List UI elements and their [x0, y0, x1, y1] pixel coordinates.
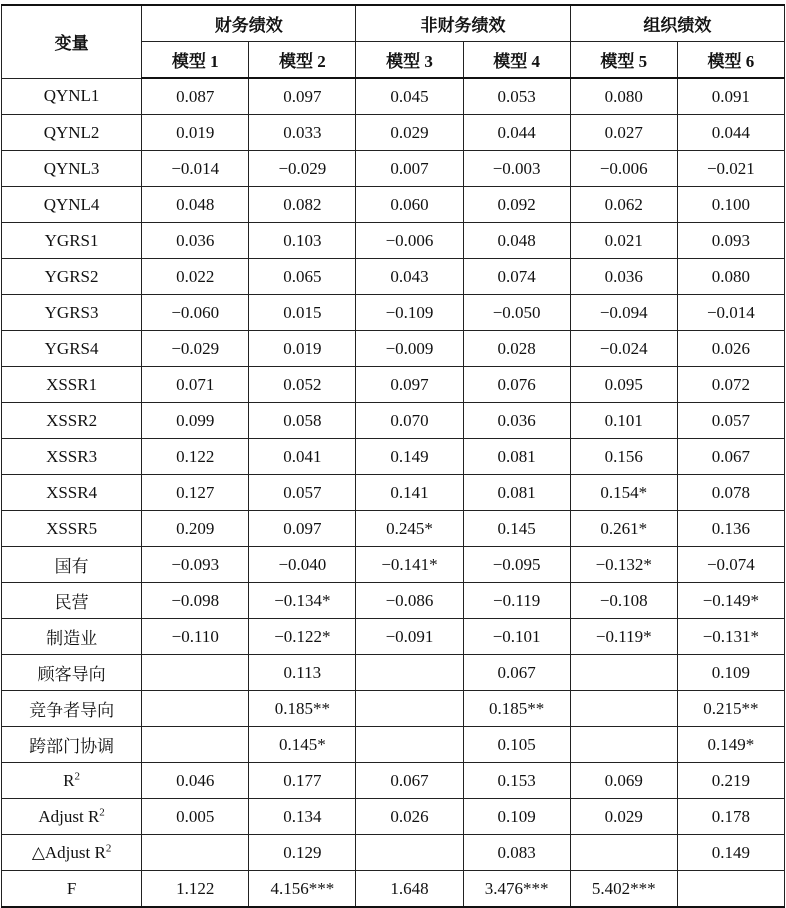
coefficient-cell: 0.097	[249, 78, 356, 115]
coefficient-cell: 4.156***	[249, 871, 356, 908]
coefficient-cell: −0.029	[249, 151, 356, 187]
coefficient-cell: 0.021	[570, 223, 677, 259]
coefficient-cell: 0.129	[249, 835, 356, 871]
coefficient-cell: −0.094	[570, 295, 677, 331]
header-row-groups	[2, 5, 785, 42]
coefficient-cell: 0.029	[356, 115, 463, 151]
coefficient-cell: −0.149*	[677, 583, 784, 619]
table-row	[2, 547, 785, 583]
coefficient-cell: −0.132*	[570, 547, 677, 583]
coefficient-cell: 0.080	[570, 78, 677, 115]
coefficient-cell: 0.007	[356, 151, 463, 187]
coefficient-cell: 0.072	[677, 367, 784, 403]
group-header-financial: 财务绩效	[142, 5, 356, 42]
coefficient-cell: 0.033	[249, 115, 356, 151]
row-label-text: YGRS3	[44, 302, 99, 322]
coefficient-cell: 0.149	[356, 439, 463, 475]
coefficient-cell: −0.024	[570, 331, 677, 367]
coefficient-cell: 0.045	[356, 78, 463, 115]
row-label	[2, 223, 142, 259]
table-row	[2, 439, 785, 475]
coefficient-cell: 0.219	[677, 763, 784, 799]
row-label	[2, 259, 142, 295]
coefficient-cell	[570, 655, 677, 691]
row-label-text: QYNL4	[43, 194, 100, 214]
group-header-nonfinancial: 非财务绩效	[356, 5, 570, 42]
row-label-superscript: 2	[99, 805, 105, 818]
coefficient-cell: 0.048	[463, 223, 570, 259]
row-label-text: QYNL3	[43, 158, 100, 178]
table-row	[2, 187, 785, 223]
coefficient-cell: 0.076	[463, 367, 570, 403]
model-header: 模型 3	[356, 42, 463, 79]
coefficient-cell: 0.067	[677, 439, 784, 475]
model-header: 模型 5	[570, 42, 677, 79]
row-label-text: QYNL2	[43, 122, 100, 142]
coefficient-cell: 0.177	[249, 763, 356, 799]
coefficient-cell: −0.014	[142, 151, 249, 187]
coefficient-cell: −0.119*	[570, 619, 677, 655]
coefficient-cell: 0.026	[677, 331, 784, 367]
coefficient-cell: 0.081	[463, 439, 570, 475]
coefficient-cell: 0.113	[249, 655, 356, 691]
coefficient-cell: 0.069	[570, 763, 677, 799]
coefficient-cell: 0.048	[142, 187, 249, 223]
coefficient-cell: 0.060	[356, 187, 463, 223]
coefficient-cell: 0.149	[677, 835, 784, 871]
coefficient-cell: 0.029	[570, 799, 677, 835]
row-label-text: F	[66, 878, 77, 898]
coefficient-cell	[356, 835, 463, 871]
coefficient-cell: 0.103	[249, 223, 356, 259]
row-label	[2, 151, 142, 187]
coefficient-cell: −0.060	[142, 295, 249, 331]
row-label-text: QYNL1	[43, 86, 100, 106]
coefficient-cell: 0.134	[249, 799, 356, 835]
coefficient-cell: 0.026	[356, 799, 463, 835]
row-label	[2, 835, 142, 871]
coefficient-cell: −0.006	[356, 223, 463, 259]
row-label-text: 制造业	[46, 629, 98, 648]
row-label	[2, 403, 142, 439]
row-label	[2, 331, 142, 367]
row-label	[2, 763, 142, 799]
coefficient-cell	[356, 655, 463, 691]
coefficient-cell: 0.091	[677, 78, 784, 115]
coefficient-cell: 0.092	[463, 187, 570, 223]
coefficient-cell: 0.093	[677, 223, 784, 259]
table-row	[2, 691, 785, 727]
coefficient-cell: 0.022	[142, 259, 249, 295]
coefficient-cell: −0.086	[356, 583, 463, 619]
coefficient-cell: −0.050	[463, 295, 570, 331]
coefficient-cell: 0.078	[677, 475, 784, 511]
coefficient-cell: 0.058	[249, 403, 356, 439]
coefficient-cell: 0.019	[142, 115, 249, 151]
row-label	[2, 583, 142, 619]
coefficient-cell: −0.141*	[356, 547, 463, 583]
coefficient-cell: 0.082	[249, 187, 356, 223]
coefficient-cell: 0.109	[463, 799, 570, 835]
coefficient-cell: 0.070	[356, 403, 463, 439]
row-label	[2, 78, 142, 115]
row-label	[2, 187, 142, 223]
coefficient-cell: 0.036	[570, 259, 677, 295]
coefficient-cell: −0.122*	[249, 619, 356, 655]
row-label	[2, 799, 142, 835]
coefficient-cell: 0.041	[249, 439, 356, 475]
coefficient-cell: −0.040	[249, 547, 356, 583]
group-header-organizational: 组织绩效	[570, 5, 784, 42]
table-row	[2, 655, 785, 691]
table-row	[2, 259, 785, 295]
coefficient-cell: 1.122	[142, 871, 249, 908]
coefficient-cell: 0.156	[570, 439, 677, 475]
model-header: 模型 6	[677, 42, 784, 79]
row-label-text: XSSR5	[46, 518, 98, 538]
coefficient-cell: 0.019	[249, 331, 356, 367]
row-label	[2, 691, 142, 727]
row-label	[2, 871, 142, 908]
row-label	[2, 547, 142, 583]
coefficient-cell: 0.067	[463, 655, 570, 691]
coefficient-cell: 0.053	[463, 78, 570, 115]
coefficient-cell: 0.149*	[677, 727, 784, 763]
coefficient-cell: 0.027	[570, 115, 677, 151]
coefficient-cell: 0.087	[142, 78, 249, 115]
row-label	[2, 619, 142, 655]
row-label-text: 民营	[54, 593, 89, 612]
row-label	[2, 439, 142, 475]
coefficient-cell: −0.074	[677, 547, 784, 583]
model-header: 模型 2	[249, 42, 356, 79]
coefficient-cell: 0.154*	[570, 475, 677, 511]
coefficient-cell: 0.099	[142, 403, 249, 439]
coefficient-cell: 0.245*	[356, 511, 463, 547]
row-label-text: 竞争者导向	[29, 701, 115, 720]
table-row	[2, 871, 785, 908]
coefficient-cell: 0.145	[463, 511, 570, 547]
coefficient-cell: −0.095	[463, 547, 570, 583]
coefficient-cell: 0.067	[356, 763, 463, 799]
row-label-text: XSSR2	[46, 410, 98, 430]
row-label-text: XSSR1	[46, 374, 98, 394]
table-row	[2, 367, 785, 403]
coefficient-cell: 0.122	[142, 439, 249, 475]
variable-column-header: 变量	[2, 5, 142, 78]
table-row	[2, 115, 785, 151]
coefficient-cell	[570, 691, 677, 727]
row-label-text: R	[63, 770, 75, 790]
coefficient-cell: 0.062	[570, 187, 677, 223]
coefficient-cell: 0.136	[677, 511, 784, 547]
row-label	[2, 475, 142, 511]
row-label	[2, 727, 142, 763]
coefficient-cell: 0.052	[249, 367, 356, 403]
row-label	[2, 511, 142, 547]
row-label	[2, 115, 142, 151]
row-label	[2, 655, 142, 691]
coefficient-cell: 0.109	[677, 655, 784, 691]
coefficient-cell: 0.141	[356, 475, 463, 511]
coefficient-cell: 0.097	[356, 367, 463, 403]
coefficient-cell: −0.119	[463, 583, 570, 619]
table-row	[2, 475, 785, 511]
coefficient-cell: 0.178	[677, 799, 784, 835]
coefficient-cell: 0.083	[463, 835, 570, 871]
coefficient-cell: 0.185**	[249, 691, 356, 727]
coefficient-cell	[356, 727, 463, 763]
row-label-superscript: 2	[74, 769, 80, 782]
coefficient-cell: 0.057	[249, 475, 356, 511]
coefficient-cell: 0.044	[677, 115, 784, 151]
row-label-text: XSSR4	[46, 482, 98, 502]
coefficient-cell: −0.101	[463, 619, 570, 655]
model-header: 模型 1	[142, 42, 249, 79]
coefficient-cell: −0.093	[142, 547, 249, 583]
coefficient-cell	[142, 835, 249, 871]
coefficient-cell: 0.127	[142, 475, 249, 511]
coefficient-cell	[142, 727, 249, 763]
coefficient-cell: −0.098	[142, 583, 249, 619]
coefficient-cell: −0.021	[677, 151, 784, 187]
coefficient-cell: 0.101	[570, 403, 677, 439]
row-label-text: Adjust R	[38, 806, 100, 826]
coefficient-cell: −0.108	[570, 583, 677, 619]
table-body	[2, 78, 785, 907]
coefficient-cell: 0.028	[463, 331, 570, 367]
coefficient-cell	[570, 727, 677, 763]
coefficient-cell: 0.097	[249, 511, 356, 547]
row-label-text: 顾客导向	[37, 665, 106, 684]
coefficient-cell	[142, 655, 249, 691]
coefficient-cell	[356, 691, 463, 727]
row-label-text: YGRS1	[44, 230, 99, 250]
table-row	[2, 403, 785, 439]
coefficient-cell: −0.091	[356, 619, 463, 655]
coefficient-cell: 5.402***	[570, 871, 677, 908]
table-row	[2, 763, 785, 799]
table-row	[2, 583, 785, 619]
coefficient-cell: 1.648	[356, 871, 463, 908]
model-header: 模型 4	[463, 42, 570, 79]
table-row	[2, 151, 785, 187]
coefficient-cell: 0.043	[356, 259, 463, 295]
coefficient-cell: 0.081	[463, 475, 570, 511]
coefficient-cell: −0.110	[142, 619, 249, 655]
coefficient-cell: 0.005	[142, 799, 249, 835]
coefficient-cell: 0.261*	[570, 511, 677, 547]
table-row	[2, 511, 785, 547]
coefficient-cell: 0.105	[463, 727, 570, 763]
coefficient-cell: 0.074	[463, 259, 570, 295]
row-label-text: △Adjust R	[31, 842, 106, 862]
coefficient-cell: 0.015	[249, 295, 356, 331]
table-row	[2, 799, 785, 835]
coefficient-cell: 0.065	[249, 259, 356, 295]
row-label-text: 国有	[54, 557, 89, 576]
coefficient-cell: −0.029	[142, 331, 249, 367]
coefficient-cell	[677, 871, 784, 908]
coefficient-cell: 0.153	[463, 763, 570, 799]
row-label-text: YGRS4	[44, 338, 99, 358]
coefficient-cell: −0.003	[463, 151, 570, 187]
coefficient-cell: 0.036	[142, 223, 249, 259]
coefficient-cell: −0.134*	[249, 583, 356, 619]
coefficient-cell: 0.071	[142, 367, 249, 403]
coefficient-cell: −0.009	[356, 331, 463, 367]
table-row	[2, 223, 785, 259]
row-label-superscript: 2	[105, 841, 112, 854]
table-row	[2, 295, 785, 331]
coefficient-cell: −0.131*	[677, 619, 784, 655]
coefficient-cell: 0.080	[677, 259, 784, 295]
row-label-text: 跨部门协调	[29, 737, 115, 756]
table-row	[2, 727, 785, 763]
coefficient-cell: 0.209	[142, 511, 249, 547]
coefficient-cell: −0.014	[677, 295, 784, 331]
regression-results-table	[1, 4, 785, 908]
row-label	[2, 367, 142, 403]
coefficient-cell	[142, 691, 249, 727]
table-row	[2, 619, 785, 655]
coefficient-cell: 0.145*	[249, 727, 356, 763]
table-header	[2, 5, 785, 78]
table-row	[2, 331, 785, 367]
coefficient-cell: 0.044	[463, 115, 570, 151]
table-row	[2, 78, 785, 115]
coefficient-cell: 0.185**	[463, 691, 570, 727]
coefficient-cell: 0.100	[677, 187, 784, 223]
coefficient-cell: 0.215**	[677, 691, 784, 727]
coefficient-cell: 0.095	[570, 367, 677, 403]
coefficient-cell: 0.036	[463, 403, 570, 439]
row-label	[2, 295, 142, 331]
coefficient-cell: 3.476***	[463, 871, 570, 908]
coefficient-cell: 0.046	[142, 763, 249, 799]
row-label-text: XSSR3	[46, 446, 98, 466]
coefficient-cell: −0.109	[356, 295, 463, 331]
coefficient-cell: 0.057	[677, 403, 784, 439]
coefficient-cell	[570, 835, 677, 871]
table-row	[2, 835, 785, 871]
row-label-text: YGRS2	[44, 266, 99, 286]
coefficient-cell: −0.006	[570, 151, 677, 187]
